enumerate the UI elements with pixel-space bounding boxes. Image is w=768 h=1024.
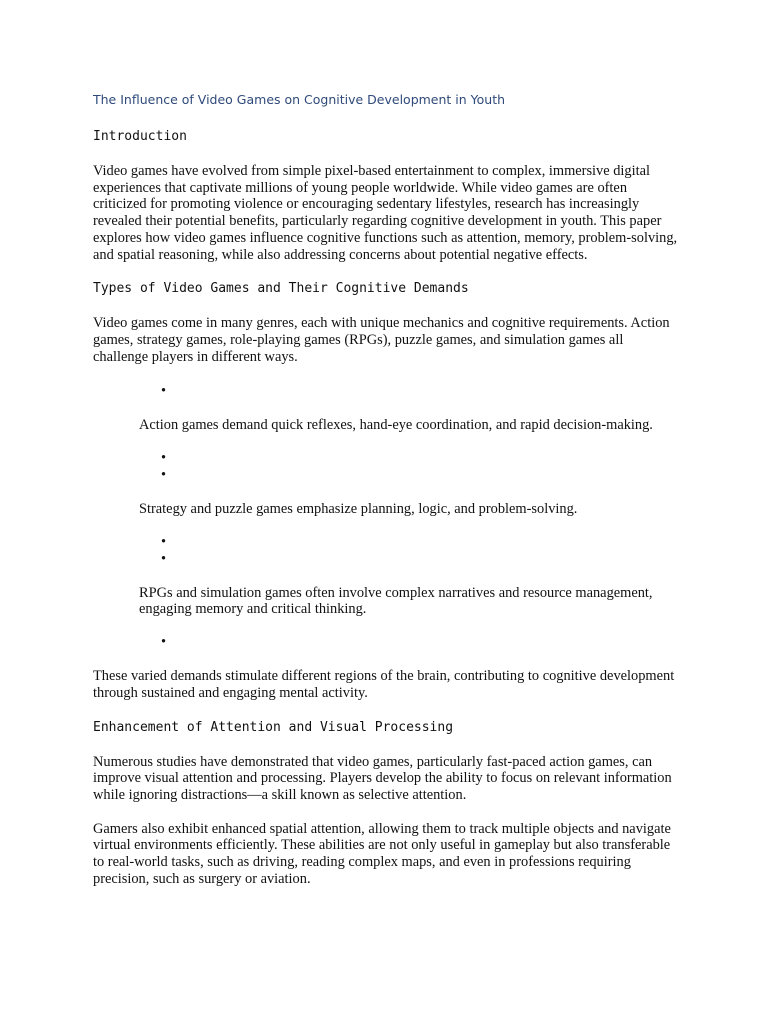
introduction-heading: Introduction [93, 129, 187, 144]
list-bullet [93, 551, 678, 568]
list-bullet [93, 534, 678, 551]
list-bullet [93, 634, 678, 651]
types-heading: Types of Video Games and Their Cognitive Demands [93, 281, 469, 297]
attention-paragraph-1: Numerous studies have demonstrated that video games, particularly fast-paced action games, can improve visual attention and processing. Players develop the ability to focus on relevant information while ignoring distractions—a skill known as selective attention. [93, 753, 672, 803]
list-item-strategy-games: Strategy and puzzle games emphasize planning, logic, and problem-solving. [139, 501, 578, 518]
types-intro-paragraph: Video games come in many genres, each with unique mechanics and cognitive requirements. Action games, strategy games, role-playing games (RPGs), puzzle games, and simulation games all challenge players in different ways. [93, 315, 670, 365]
bullet-icon: • [161, 634, 167, 651]
list-item-action-games: Action games demand quick reflexes, hand-eye coordination, and rapid decision-making. [139, 417, 653, 434]
bullet-icon: • [161, 467, 167, 484]
list-bullet [93, 450, 678, 467]
types-outro-paragraph: These varied demands stimulate different regions of the brain, contributing to cognitive development through sustained and engaging mental activity. [93, 668, 675, 701]
list-item-rpg-games: RPGs and simulation games often involve complex narratives and resource management, engaging memory and critical thinking. [139, 584, 653, 618]
bullet-icon: • [161, 450, 167, 467]
attention-heading: Enhancement of Attention and Visual Processing [93, 719, 454, 735]
bullet-icon: • [161, 383, 167, 400]
list-bullet [93, 467, 678, 484]
document-page [93, 91, 678, 887]
attention-paragraph-2: Gamers also exhibit enhanced spatial attention, allowing them to track multiple objects and navigate virtual environments efficiently. These abilities are not only useful in gameplay but also transferable to real-world tasks, such as driving, reading complex maps, and even in professions requiring precision, such as surgery or aviation. [93, 820, 671, 887]
bullet-icon: • [161, 550, 167, 567]
types-bullet-list [93, 383, 678, 651]
document-title: The Influence of Video Games on Cognitive Development in Youth [93, 92, 506, 107]
introduction-paragraph: Video games have evolved from simple pixel-based entertainment to complex, immersive digital experiences that captivate millions of young people worldwide. While video games are often criticized for promoting violence or encouraging sedentary lifestyles, research has increasingly revealed their potential benefits, particularly regarding cognitive development in youth. This paper explores how video games influence cognitive functions such as attention, memory, problem-solving, and spatial reasoning, while also addressing concerns about potential negative effects. [93, 163, 678, 263]
list-bullet [93, 383, 678, 400]
bullet-icon: • [161, 533, 167, 550]
